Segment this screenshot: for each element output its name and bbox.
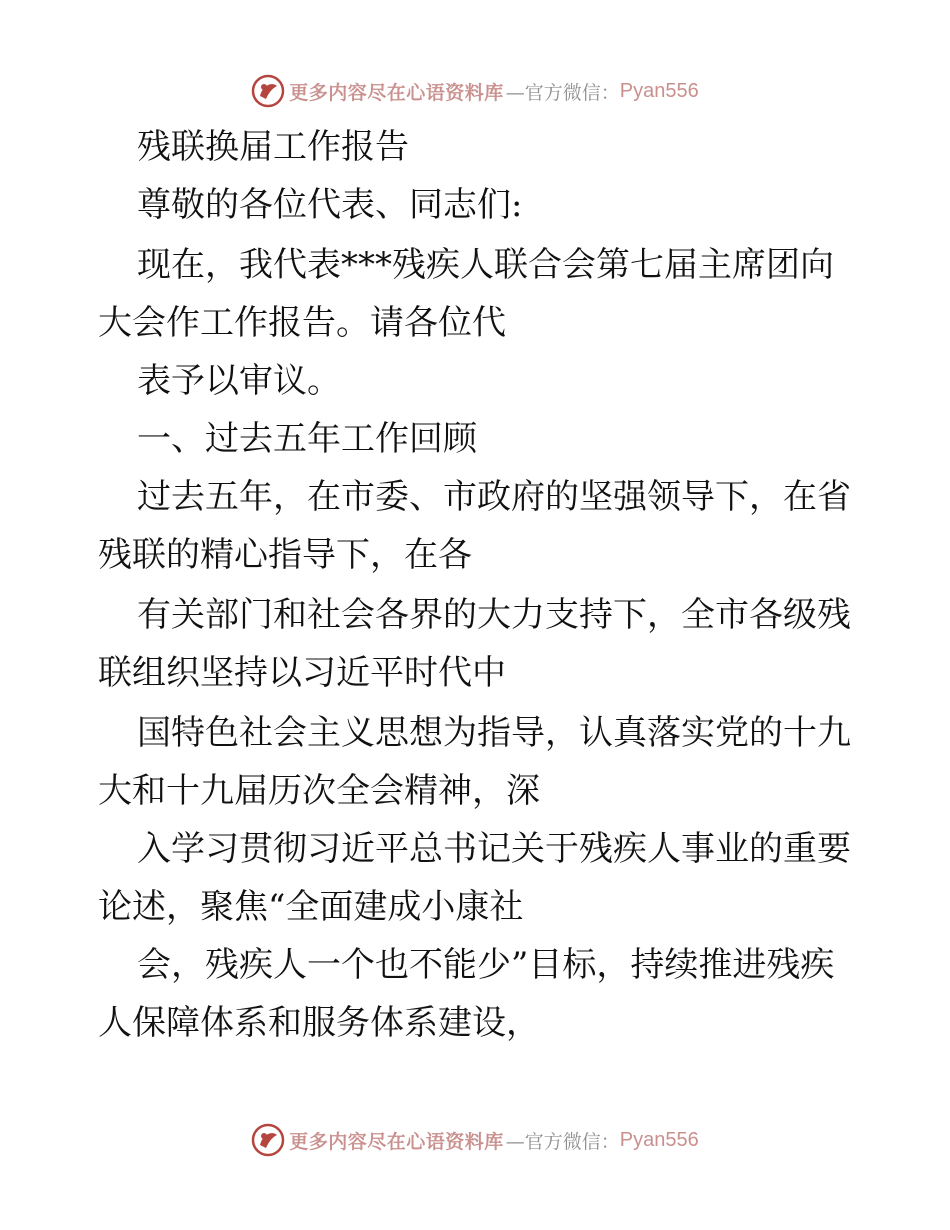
paragraph-line: 大会作工作报告。请各位代 — [98, 303, 506, 343]
paragraph-line: 现在，我代表***残疾人联合会第七届主席团向 — [137, 245, 834, 285]
paragraph-line: 表予以审议。 — [137, 361, 341, 401]
paragraph-line: 有关部门和社会各界的大力支持下，全市各级残 — [137, 595, 851, 635]
document-salutation: 尊敬的各位代表、同志们: — [137, 185, 523, 225]
watermark-main-text: 更多内容尽在心语资料库 — [289, 81, 504, 104]
paragraph-line: 入学习贯彻习近平总书记关于残疾人事业的重要 — [137, 829, 851, 869]
watermark-dash-label: —官方微信： — [505, 81, 620, 104]
paragraph-line: 国特色社会主义思想为指导，认真落实党的十九 — [137, 713, 851, 753]
watermark-account: Pyan556 — [619, 1128, 699, 1151]
paragraph-line: 大和十九届历次全会精神，深 — [98, 771, 540, 811]
watermark-account: Pyan556 — [619, 79, 699, 102]
paragraph-line: 过去五年，在市委、市政府的坚强领导下，在省 — [137, 477, 851, 517]
watermark-banner-bottom — [0, 1120, 950, 1160]
section-heading: 一、过去五年工作回顾 — [137, 419, 477, 459]
paragraph-line: 残联的精心指导下，在各 — [98, 535, 472, 575]
paragraph-line: 人保障体系和服务体系建设， — [98, 1003, 540, 1043]
paragraph-line: 联组织坚持以习近平时代中 — [98, 653, 506, 693]
paragraph-line: 论述，聚焦“全面建成小康社 — [98, 887, 524, 927]
document-title: 残联换届工作报告 — [137, 127, 409, 167]
red-seal-logo-icon — [251, 1123, 285, 1157]
watermark-dash-label: —官方微信： — [505, 1130, 620, 1153]
paragraph-line: 会，残疾人一个也不能少”目标，持续推进残疾 — [137, 945, 835, 985]
watermark-main-text: 更多内容尽在心语资料库 — [289, 1130, 504, 1153]
